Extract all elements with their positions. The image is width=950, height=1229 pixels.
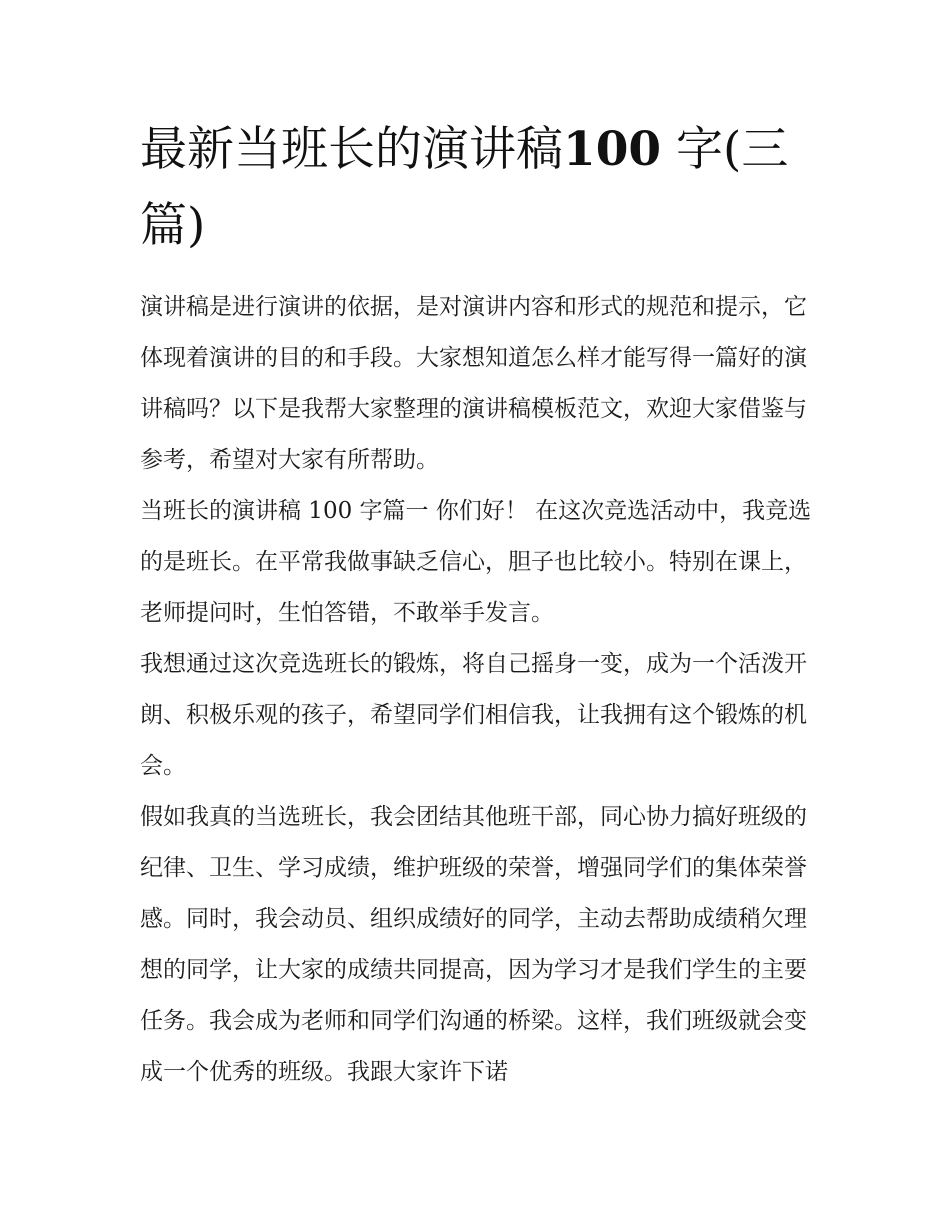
document-title xyxy=(140,112,812,264)
speech-goal-paragraph: 我想通过这次竞选班长的锻炼，将自己摇身一变，成为一个活泼开朗、积极乐观的孩子，希望同学们相信我，让我拥有这个锻炼的机会。 xyxy=(140,651,807,779)
document-body xyxy=(140,112,812,1098)
title-text-part2: 字(三篇) xyxy=(140,122,789,253)
title-number: 100 xyxy=(563,122,662,177)
speech-opening-paragraph: 当班长的演讲稿 100 字篇一 你们好！ 在这次竞选活动中，我竞选的是班长。在平常我做事缺乏信心，胆子也比较小。特别在课上，老师提问时，生怕答错，不敢举手发言。 xyxy=(140,498,812,626)
intro-paragraph: 演讲稿是进行演讲的依据，是对演讲内容和形式的规范和提示，它体现着演讲的目的和手段。大家想知道怎么样才能写得一篇好的演讲稿吗？以下是我帮大家整理的演讲稿模板范文，欢迎大家借鉴与参考，希望对大家有所帮助。 xyxy=(140,294,807,473)
speech-plan-paragraph: 假如我真的当选班长，我会团结其他班干部，同心协力搞好班级的纪律、卫生、学习成绩，维护班级的荣誉，增强同学们的集体荣誉感。同时，我会动员、组织成绩好的同学，主动去帮助成绩稍欠理想的同学，让大家的成绩共同提高，因为学习才是我们学生的主要任务。我会成为老师和同学们沟通的桥梁。这样，我们班级就会变成一个优秀的班级。我跟大家许下诺 xyxy=(140,804,807,1085)
title-text-part1: 最新当班长的演讲稿 xyxy=(140,122,563,177)
